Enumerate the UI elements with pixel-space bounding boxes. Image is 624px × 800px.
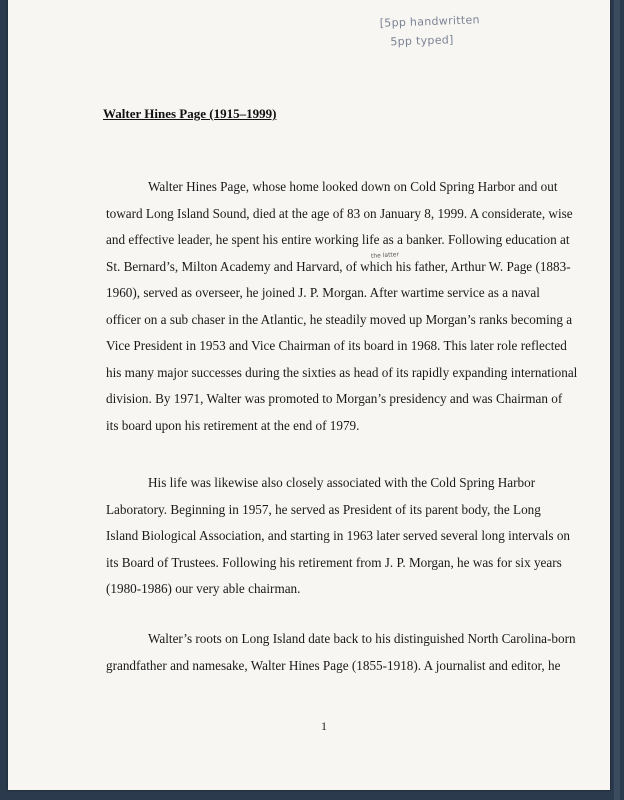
text-line: officer on a sub chaser in the Atlantic, he steadily moved up Morgan’s ranks becoming a — [106, 311, 573, 327]
text-line: Vice President in 1953 and Vice Chairman of its board in 1968. This later role reflected — [106, 338, 567, 353]
paragraph-2 — [106, 470, 571, 603]
annotation-line-1: [5pp handwritten — [379, 13, 481, 30]
text-line: and effective leader, he spent his entire working life as a banker. Following education at — [106, 232, 570, 247]
page-number: 1 — [321, 719, 327, 733]
text-line: His life was likewise also closely associated with the Cold Spring Harbor — [148, 475, 536, 490]
annotation-line-2: 5pp typed] — [390, 33, 454, 49]
text-line: Laboratory. Beginning in 1957, he served as President of its parent body, the Long — [106, 501, 541, 517]
page-edge — [614, 0, 620, 800]
text-line: his many major successes during the sixties as head of its rapidly expanding international — [106, 364, 578, 380]
text-line: its board upon his retirement at the end of 1979. — [106, 417, 360, 433]
text-line: Walter’s roots on Long Island date back to his distinguished North Carolina-born — [148, 631, 576, 646]
text-line: St. Bernard’s, Milton Academy and Harvard, of which his father, Arthur W. Page (1883- — [106, 258, 571, 274]
text-line: Walter Hines Page, whose home looked down on Cold Spring Harbor and out — [148, 179, 558, 194]
paragraph-3 — [106, 626, 576, 679]
paragraph-1 — [106, 174, 578, 439]
document-page — [8, 0, 610, 790]
text-line: division. By 1971, Walter was promoted to Morgan’s presidency and was Chairman of — [106, 391, 563, 406]
text-line: 1960), served as overseer, he joined J. P. Morgan. After wartime service as a naval — [106, 285, 540, 300]
text-line: grandfather and namesake, Walter Hines Page (1855-1918). A journalist and editor, he — [106, 657, 561, 673]
text-line: Island Biological Association, and starting in 1963 later served several long intervals on — [106, 528, 571, 543]
text-line: toward Long Island Sound, died at the age of 83 on January 8, 1999. A considerate, wise — [106, 205, 573, 221]
handwritten-annotation — [379, 10, 480, 51]
page-title: Walter Hines Page (1915–1999) — [103, 106, 277, 121]
handwritten-insertion: the latter — [370, 251, 400, 260]
text-line: (1980-1986) our very able chairman. — [106, 581, 301, 596]
text-line: its Board of Trustees. Following his retirement from J. P. Morgan, he was for six years — [106, 554, 562, 570]
